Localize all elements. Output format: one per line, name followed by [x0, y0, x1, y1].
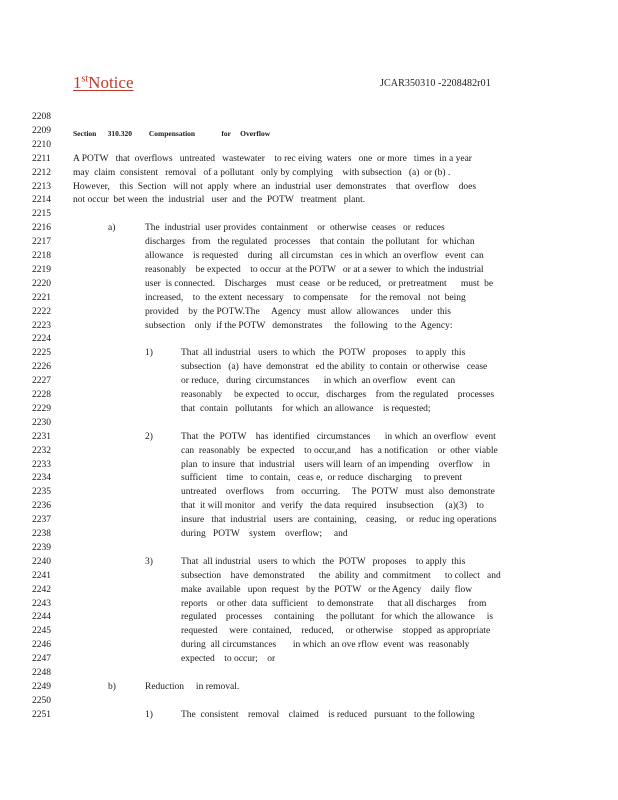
body-text-line: That all industrial users to which the POTW proposes to apply this — [181, 348, 466, 359]
body-text-line: regulated processes containing the pollutant for which the allowance is — [181, 612, 494, 623]
line-number: 2215 — [32, 209, 51, 220]
line-number: 2228 — [32, 390, 51, 400]
line-number: 2210 — [32, 139, 51, 150]
body-text-line: not occur bet ween the industrial user and the POTW treatment plant. — [73, 195, 366, 206]
line-number: 2226 — [32, 362, 51, 373]
line-number: 2219 — [32, 264, 51, 275]
line-number: 2236 — [32, 501, 51, 512]
line-number: 2235 — [32, 487, 51, 498]
line-number: 2245 — [32, 626, 51, 637]
body-text-line: can reasonably be expected to occur,and has a notification or other viable — [181, 445, 498, 456]
line-number: 2243 — [32, 598, 51, 609]
body-text-line: The industrial user provides containment or otherwise ceases or reduces — [145, 223, 445, 234]
body-text-line: subsection have demonstrated the ability and commitment to collect and — [181, 570, 501, 581]
body-text-line: expected to occur; or — [181, 654, 276, 665]
body-text-line: reasonably be expected to occur, discharges from the regulated processes — [181, 390, 495, 400]
body-text-line: requested were contained, reduced, or otherwise stopped as appropriate — [181, 626, 491, 637]
line-number: 2208 — [32, 112, 51, 122]
line-number: 2248 — [32, 668, 51, 678]
body-text-line: insure that industrial users are containing, ceasing, or reduc ing operations — [181, 515, 497, 526]
list-marker: 2) — [145, 431, 153, 442]
body-text-line: sufficient time to contain, ceas e, or reduce discharging to prevent — [181, 473, 463, 484]
section-heading: Section 310.320 Compensation for Overflow — [73, 128, 271, 138]
line-number: 2240 — [32, 556, 51, 567]
line-number: 2212 — [32, 167, 51, 178]
line-number: 2213 — [32, 181, 51, 192]
body-text-line: reasonably be expected to occur at the POTW or at a sewer to which the industrial — [145, 264, 484, 275]
line-number: 2217 — [32, 237, 51, 248]
body-text-line: during POTW system overflow; and — [181, 529, 348, 539]
body-text-line: provided by the POTW.The Agency must allow allowances under this — [145, 306, 451, 317]
body-text-line: Reduction in removal. — [145, 681, 240, 692]
body-text-line: That the POTW has identified circumstances in which an overflow event — [181, 431, 496, 442]
body-text-line: However, this Section will not apply where an industrial user demonstrates that overflow does — [73, 181, 477, 192]
body-text-line: that it will monitor and verify the data required insubsection (a)(3) to — [181, 501, 484, 512]
notice-label: 1stNotice — [73, 73, 134, 92]
line-number: 2238 — [32, 529, 51, 539]
line-number: 2216 — [32, 223, 51, 234]
body-text-line: make available upon request by the POTW or the Agency daily flow — [181, 584, 473, 595]
body-text-line: subsection (a) have demonstrat ed the ability to contain or otherwise cease — [181, 362, 488, 373]
line-number: 2225 — [32, 348, 51, 359]
list-marker: b) — [108, 681, 116, 692]
line-number: 2211 — [32, 153, 51, 164]
line-number: 2221 — [32, 292, 51, 303]
line-number: 2250 — [32, 695, 51, 706]
body-text-line: during all circumstances in which an ove rflow event was reasonably — [181, 640, 470, 651]
line-number: 2214 — [32, 195, 51, 206]
line-number: 2249 — [32, 681, 51, 692]
line-number: 2218 — [32, 251, 51, 261]
line-number: 2241 — [32, 570, 51, 581]
line-number: 2239 — [32, 542, 51, 553]
body-text-line: reports or other data sufficient to demonstrate that all discharges from — [181, 598, 487, 609]
body-text-line: may claim consistent removal of a pollutant only by complying with subsection (a) or (b) . — [73, 167, 451, 178]
line-number: 2242 — [32, 584, 51, 595]
line-number: 2247 — [32, 654, 51, 665]
body-text-line: or reduce, during circumstances in which an overflow event can — [181, 376, 456, 387]
list-marker: 1) — [145, 348, 153, 359]
body-text-line: untreated overflows from occurring. The POTW must also demonstrate — [181, 487, 495, 498]
line-number: 2246 — [32, 640, 51, 651]
list-marker: a) — [108, 223, 116, 234]
body-text-line: subsection only if the POTW demonstrates the following to the Agency: — [145, 320, 453, 331]
line-number: 2231 — [32, 431, 51, 442]
list-marker: 3) — [145, 556, 153, 567]
line-number: 2220 — [32, 278, 51, 289]
body-text-line: increased, to the extent necessary to compensate for the removal not being — [145, 292, 466, 303]
line-number: 2232 — [32, 445, 51, 456]
body-text-line: discharges from the regulated processes that contain the pollutant for whichan — [145, 237, 475, 248]
line-number: 2233 — [32, 459, 51, 470]
list-marker: 1) — [145, 709, 153, 720]
line-number: 2222 — [32, 306, 51, 317]
line-number: 2229 — [32, 403, 51, 414]
body-text-line: That all industrial users to which the POTW proposes to apply this — [181, 556, 466, 567]
line-number: 2251 — [32, 709, 51, 720]
line-number: 2230 — [32, 417, 51, 428]
line-number: 2237 — [32, 515, 51, 526]
line-number: 2224 — [32, 334, 51, 345]
line-number: 2244 — [32, 612, 51, 623]
body-text-line: plan to insure that industrial users will learn of an impending overflow in — [181, 459, 490, 470]
line-number: 2227 — [32, 376, 51, 387]
body-text-line: allowance is requested during all circumstan ces in which an overflow event can — [145, 251, 484, 261]
body-text-line: A POTW that overflows untreated wastewater to rec eiving waters one or more times in a year — [73, 153, 472, 164]
line-number: 2223 — [32, 320, 51, 331]
body-text-line: that contain pollutants for which an allowance is requested; — [181, 403, 431, 414]
line-number: 2234 — [32, 473, 51, 484]
line-number: 2209 — [32, 125, 51, 136]
document-reference: JCAR350310 -2208482r01 — [380, 78, 491, 89]
body-text-line: user is connected. Discharges must cease or be reduced, or pretreatment must be — [145, 278, 494, 289]
body-text-line: The consistent removal claimed is reduced pursuant to the following — [181, 709, 475, 720]
